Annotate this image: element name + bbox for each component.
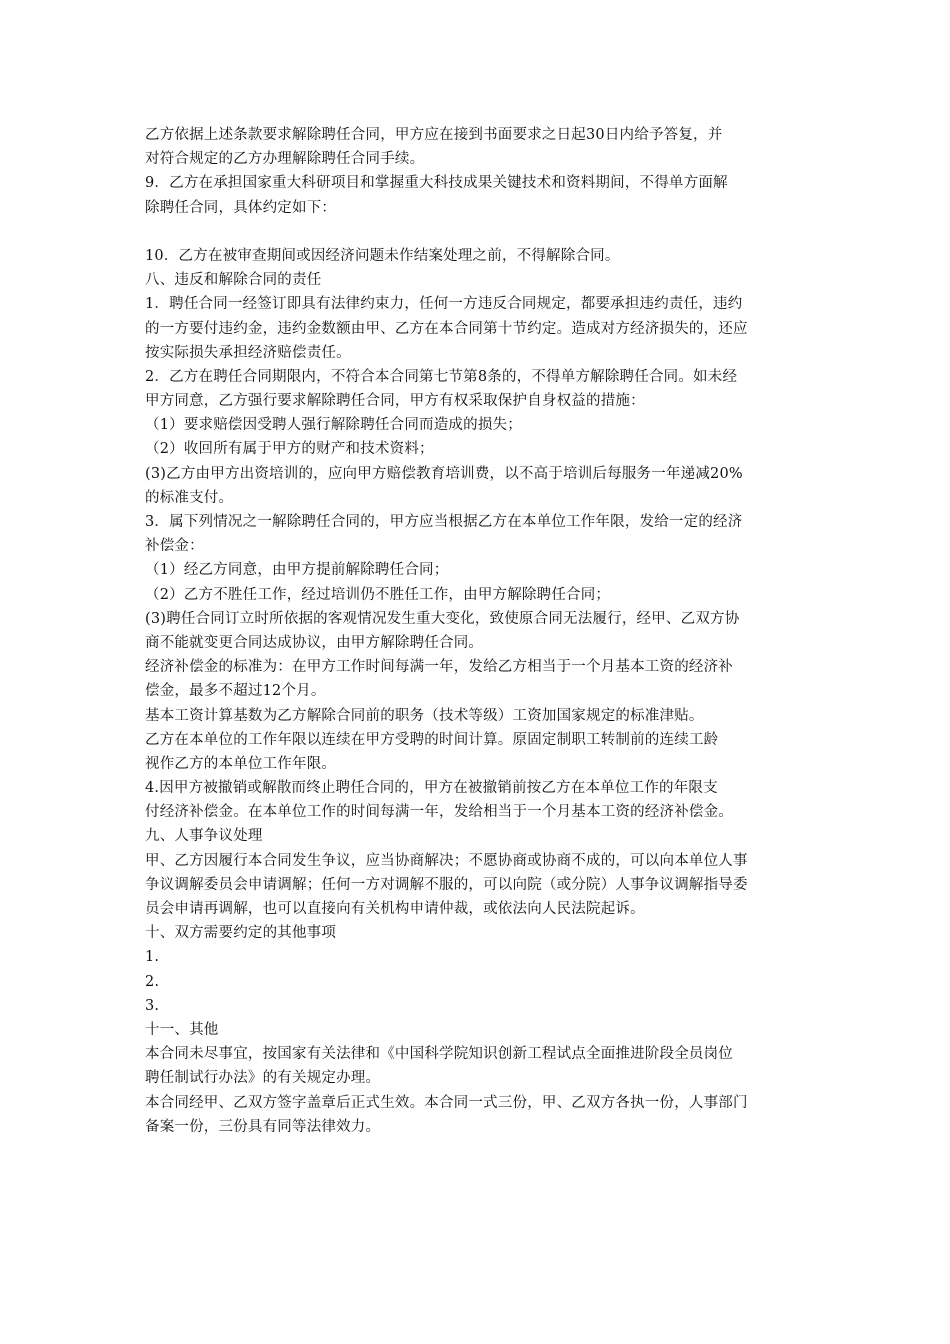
text-line: 3．属下列情况之一解除聘任合同的，甲方应当根据乙方在本单位工作年限，发给一定的经济	[145, 514, 743, 530]
text-line: 基本工资计算基数为乙方解除合同前的职务（技术等级）工资加国家规定的标准津贴。	[145, 707, 704, 724]
text-line: 商不能就变更合同达成协议，由甲方解除聘任合同。	[145, 634, 484, 651]
text-line: 员会申请再调解，也可以直接向有关机构申请仲裁，或依法向人民法院起诉。	[145, 901, 645, 917]
text-line: （1）要求赔偿因受聘人强行解除聘任合同而造成的损失；	[145, 417, 522, 434]
text-line: 乙方在本单位的工作年限以连续在甲方受聘的时间计算。原固定制职工转制前的连续工龄	[145, 731, 719, 748]
text-line: (3)乙方由甲方出资培训的，应向甲方赔偿教育培训费，以不高于培训后每服务一年递减20%	[145, 465, 743, 482]
text-line: 偿金，最多不超过12个月。	[145, 683, 326, 700]
text-line: 4.因甲方被撤销或解散而终止聘任合同的，甲方在被撤销前按乙方在本单位工作的年限支	[145, 780, 718, 797]
text-line: 10．乙方在被审查期间或因经济问题未作结案处理之前，不得解除合同。	[145, 247, 620, 264]
text-line: 聘任制试行办法》的有关规定办理。	[145, 1070, 381, 1087]
text-line: 付经济补偿金。在本单位工作的时间每满一年，发给相当于一个月基本工资的经济补偿金。	[145, 804, 733, 821]
text-line: 补偿金：	[145, 538, 204, 555]
text-line: 1．聘任合同一经签订即具有法律约束力，任何一方违反合同规定，都要承担违约责任，违约	[145, 296, 743, 313]
list-item: 1.	[145, 949, 160, 966]
list-item: 2.	[145, 973, 160, 990]
section-heading: 八、违反和解除合同的责任	[145, 272, 322, 289]
text-line: 除聘任合同，具体约定如下：	[145, 199, 337, 216]
text-line: 备案一份，三份具有同等法律效力。	[145, 1118, 381, 1135]
section-heading: 十一、其他	[145, 1021, 219, 1038]
section-heading: 十、双方需要约定的其他事项	[145, 925, 337, 942]
blank-line	[145, 220, 810, 244]
text-line: 按实际损失承担经济赔偿责任。	[145, 344, 351, 361]
text-line: 争议调解委员会申请调解；任何一方对调解不服的，可以向院（或分院）人事争议调解指导委	[145, 876, 748, 893]
text-line: 本合同未尽事宜，按国家有关法律和《中国科学院知识创新工程试点全面推进阶段全员岗位	[145, 1046, 733, 1063]
text-line: 甲、乙方因履行本合同发生争议，应当协商解决；不愿协商或协商不成的，可以向本单位人事	[145, 852, 748, 869]
text-line: 乙方依据上述条款要求解除聘任合同，甲方应在接到书面要求之日起30日内给予答复，并	[145, 127, 723, 143]
text-line: 9．乙方在承担国家重大科研项目和掌握重大科技成果关键技术和资料期间，不得单方面解	[145, 175, 728, 192]
text-line: 2．乙方在聘任合同期限内，不符合本合同第七节第8条的，不得单方解除聘任合同。如未经	[145, 368, 738, 385]
text-line: 本合同经甲、乙双方签字盖章后正式生效。本合同一式三份，甲、乙双方各执一份，人事部门	[145, 1094, 748, 1111]
text-line: 经济补偿金的标准为：在甲方工作时间每满一年，发给乙方相当于一个月基本工资的经济补	[145, 659, 733, 676]
text-line: 甲方同意，乙方强行要求解除聘任合同，甲方有权采取保护自身权益的措施：	[145, 393, 645, 410]
text-line: 的标准支付。	[145, 489, 234, 506]
text-line: (3)聘任合同订立时所依据的客观情况发生重大变化，致使原合同无法履行，经甲、乙双方协	[145, 610, 740, 627]
text-line: （2）收回所有属于甲方的财产和技术资料；	[145, 441, 434, 458]
document-page	[145, 123, 810, 1139]
text-line: （2）乙方不胜任工作，经过培训仍不胜任工作，由甲方解除聘任合同；	[145, 586, 611, 603]
section-heading: 九、人事争议处理	[145, 828, 263, 845]
text-line: 视作乙方的本单位工作年限。	[145, 755, 337, 772]
text-line: 的一方要付违约金，违约金数额由甲、乙方在本合同第十节约定。造成对方经济损失的，还应	[145, 320, 748, 337]
text-line: 对符合规定的乙方办理解除聘任合同手续。	[145, 151, 425, 168]
list-item: 3.	[145, 997, 160, 1014]
text-line: （1）经乙方同意，由甲方提前解除聘任合同；	[145, 562, 449, 579]
